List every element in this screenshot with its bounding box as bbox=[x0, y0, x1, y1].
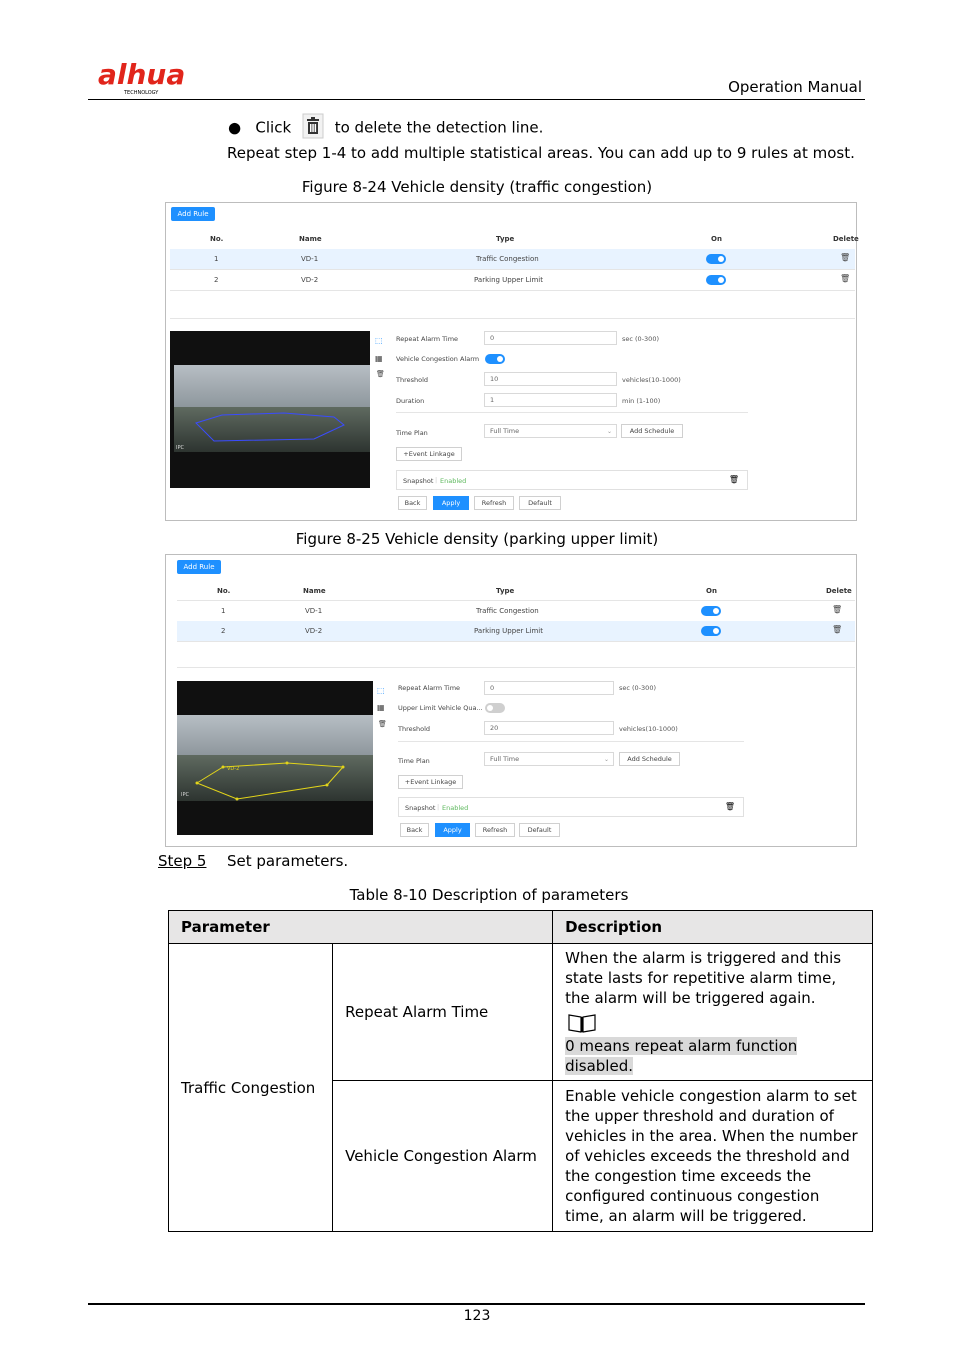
footer-divider bbox=[88, 1303, 865, 1305]
figure25-frame bbox=[165, 554, 857, 847]
parameters-table bbox=[168, 910, 873, 1232]
col-no: No. bbox=[210, 235, 224, 243]
time-plan-select[interactable] bbox=[484, 752, 614, 766]
table-bottom bbox=[170, 318, 855, 319]
snapshot-row bbox=[398, 797, 744, 817]
col-on: On bbox=[706, 587, 717, 595]
figure24-caption: Figure 8-24 Vehicle density (traffic congestion) bbox=[301, 178, 653, 196]
row-no: 2 bbox=[221, 627, 226, 635]
time-plan-value: Full Time bbox=[490, 427, 520, 435]
event-linkage-button[interactable]: +Event Linkage bbox=[398, 775, 463, 789]
table-row[interactable] bbox=[177, 601, 855, 621]
time-plan-select[interactable] bbox=[484, 424, 617, 438]
table-row[interactable] bbox=[170, 249, 855, 269]
congestion-alarm-label: Vehicle Congestion Alarm bbox=[396, 355, 480, 363]
apply-button[interactable]: Apply bbox=[435, 823, 470, 837]
refresh-button[interactable]: Refresh bbox=[474, 496, 514, 510]
param-congestion-alarm: Vehicle Congestion Alarm bbox=[333, 1081, 553, 1232]
threshold-input[interactable]: 10 bbox=[484, 372, 617, 386]
repeat-alarm-label: Repeat Alarm Time bbox=[398, 684, 461, 692]
chevron-down-icon: ⌄ bbox=[606, 428, 612, 435]
row-name: VD-1 bbox=[305, 607, 323, 615]
repeat-alarm-input[interactable]: 0 bbox=[484, 331, 617, 345]
repeat-alarm-unit: sec (0-300) bbox=[622, 335, 659, 343]
header-divider bbox=[88, 99, 865, 100]
rule-toggle[interactable] bbox=[706, 275, 726, 285]
clear-icon[interactable]: 🗑 bbox=[376, 370, 385, 378]
back-button[interactable]: Back bbox=[398, 496, 427, 510]
repeat-alarm-label: Repeat Alarm Time bbox=[396, 335, 459, 343]
snapshot-state: Enabled bbox=[442, 804, 469, 812]
delete-icon[interactable]: 🗑 bbox=[832, 605, 843, 614]
row-name: VD-2 bbox=[301, 276, 319, 284]
upper-limit-toggle[interactable] bbox=[485, 703, 505, 713]
snapshot-label: Snapshot bbox=[405, 804, 436, 812]
logo-sub: TECHNOLOGY bbox=[124, 90, 159, 96]
clear-icon[interactable]: 🗑 bbox=[378, 720, 387, 728]
col-delete: Delete bbox=[833, 235, 859, 243]
rule-toggle[interactable] bbox=[701, 606, 721, 616]
duration-input[interactable]: 1 bbox=[484, 393, 617, 407]
default-button[interactable]: Default bbox=[519, 496, 561, 510]
apply-button[interactable]: Apply bbox=[433, 496, 469, 510]
camera-preview[interactable] bbox=[177, 681, 373, 835]
note-highlight: 0 means repeat alarm function disabled. bbox=[565, 1037, 798, 1075]
time-plan-label: Time Plan bbox=[398, 757, 430, 765]
congestion-alarm-toggle[interactable] bbox=[485, 354, 505, 364]
detection-zone bbox=[177, 715, 373, 805]
back-button[interactable]: Back bbox=[400, 823, 429, 837]
bullet-line bbox=[228, 115, 543, 141]
page-number: 123 bbox=[463, 1308, 491, 1324]
snapshot-state: Enabled bbox=[440, 477, 467, 485]
threshold-label: Threshold bbox=[398, 725, 431, 733]
table-bottom bbox=[177, 667, 855, 668]
delete-icon[interactable]: 🗑 bbox=[840, 253, 851, 262]
snapshot-delete-icon[interactable]: 🗑 bbox=[724, 802, 735, 811]
row-no: 1 bbox=[221, 607, 226, 615]
settings-divider bbox=[398, 741, 744, 742]
step-label: Step 5 bbox=[158, 852, 207, 870]
refresh-button[interactable]: Refresh bbox=[475, 823, 515, 837]
figure24-frame bbox=[165, 202, 857, 521]
add-rule-button[interactable]: Add Rule bbox=[177, 560, 221, 574]
detection-zone bbox=[174, 365, 370, 455]
event-linkage-button[interactable]: +Event Linkage bbox=[396, 447, 462, 461]
zone-label: VD-2 bbox=[227, 766, 240, 772]
row-name: VD-1 bbox=[301, 255, 319, 263]
table-caption: Table 8-10 Description of parameters bbox=[349, 886, 629, 904]
col-type: Type bbox=[496, 587, 515, 595]
add-schedule-button[interactable]: Add Schedule bbox=[619, 752, 680, 766]
repeat-alarm-input[interactable]: 0 bbox=[484, 681, 614, 695]
table-row[interactable] bbox=[177, 621, 855, 641]
logo-brand: alhua bbox=[98, 58, 186, 91]
bullet-click: Click bbox=[255, 118, 292, 137]
desc-repeat-alarm bbox=[553, 944, 873, 1081]
param-repeat-alarm: Repeat Alarm Time bbox=[333, 944, 553, 1081]
repeat-paragraph: Repeat step 1-4 to add multiple statistical areas. You can add up to 9 rules at most. bbox=[227, 144, 855, 162]
row-divider bbox=[170, 290, 855, 291]
duration-unit: min (1-100) bbox=[622, 397, 661, 405]
row-no: 1 bbox=[214, 255, 219, 263]
grid-icon[interactable]: ▦ bbox=[377, 703, 385, 712]
col-name: Name bbox=[303, 587, 326, 595]
time-plan-value: Full Time bbox=[490, 755, 520, 763]
snapshot-sep: | bbox=[437, 803, 440, 811]
add-rule-button[interactable]: Add Rule bbox=[171, 207, 215, 221]
table-head-description: Description bbox=[553, 911, 873, 944]
camera-preview[interactable] bbox=[170, 331, 370, 488]
row-type: Parking Upper Limit bbox=[474, 627, 543, 635]
settings-divider bbox=[396, 412, 748, 413]
table-row[interactable] bbox=[170, 270, 855, 290]
snapshot-sep: | bbox=[435, 476, 438, 484]
col-type: Type bbox=[496, 235, 515, 243]
note-text bbox=[565, 1036, 860, 1076]
col-on: On bbox=[711, 235, 722, 243]
time-plan-label: Time Plan bbox=[396, 429, 428, 437]
repeat-alarm-unit: sec (0-300) bbox=[619, 684, 656, 692]
row-type: Traffic Congestion bbox=[476, 255, 539, 263]
dahua-logo bbox=[96, 58, 206, 96]
col-delete: Delete bbox=[826, 587, 852, 595]
add-schedule-button[interactable]: Add Schedule bbox=[621, 424, 683, 438]
rule-toggle[interactable] bbox=[706, 254, 726, 264]
manual-title: Operation Manual bbox=[728, 78, 862, 96]
draw-rule-icon[interactable]: ⬚ bbox=[377, 686, 385, 695]
row-no: 2 bbox=[214, 276, 219, 284]
desc-congestion-alarm: Enable vehicle congestion alarm to set the upper threshold and duration of vehicles in the area. When the number of vehicles exceeds the threshold and the congestion time exceeds the configured continuous congestion time, an alarm will be triggered. bbox=[553, 1081, 873, 1232]
threshold-unit: vehicles(10-1000) bbox=[622, 376, 681, 384]
step-text: Set parameters. bbox=[227, 852, 349, 870]
rule-toggle[interactable] bbox=[701, 626, 721, 636]
col-name: Name bbox=[299, 235, 322, 243]
delete-icon[interactable]: 🗑 bbox=[832, 625, 843, 634]
grid-icon[interactable]: ▦ bbox=[375, 354, 383, 363]
duration-label: Duration bbox=[396, 397, 425, 405]
draw-rule-icon[interactable]: ⬚ bbox=[375, 336, 383, 345]
table-head-parameter: Parameter bbox=[169, 911, 553, 944]
chevron-down-icon: ⌄ bbox=[603, 756, 609, 763]
camera-label: IPC bbox=[176, 445, 184, 451]
upper-limit-label: Upper Limit Vehicle Qua... bbox=[398, 704, 483, 712]
desc-repeat-text: When the alarm is triggered and this state lasts for repetitive alarm time, the alarm will be triggered again. bbox=[565, 949, 842, 1007]
row-type: Parking Upper Limit bbox=[474, 276, 543, 284]
param-group: Traffic Congestion bbox=[169, 944, 333, 1232]
snapshot-delete-icon[interactable]: 🗑 bbox=[728, 475, 739, 484]
col-no: No. bbox=[217, 587, 231, 595]
figure25-caption: Figure 8-25 Vehicle density (parking upper limit) bbox=[295, 530, 659, 548]
delete-icon[interactable]: 🗑 bbox=[840, 274, 851, 283]
threshold-label: Threshold bbox=[396, 376, 429, 384]
note-book-icon bbox=[567, 1012, 860, 1036]
snapshot-row bbox=[396, 470, 748, 490]
threshold-input[interactable]: 20 bbox=[484, 721, 614, 735]
trash-icon bbox=[302, 113, 324, 139]
bullet-dot: ● bbox=[228, 118, 242, 137]
row-divider bbox=[177, 641, 855, 642]
snapshot-label: Snapshot bbox=[403, 477, 434, 485]
row-type: Traffic Congestion bbox=[476, 607, 539, 615]
bullet-rest: to delete the detection line. bbox=[334, 118, 544, 137]
threshold-unit: vehicles(10-1000) bbox=[619, 725, 678, 733]
default-button[interactable]: Default bbox=[519, 823, 560, 837]
row-name: VD-2 bbox=[305, 627, 323, 635]
camera-label: IPC bbox=[181, 792, 189, 798]
